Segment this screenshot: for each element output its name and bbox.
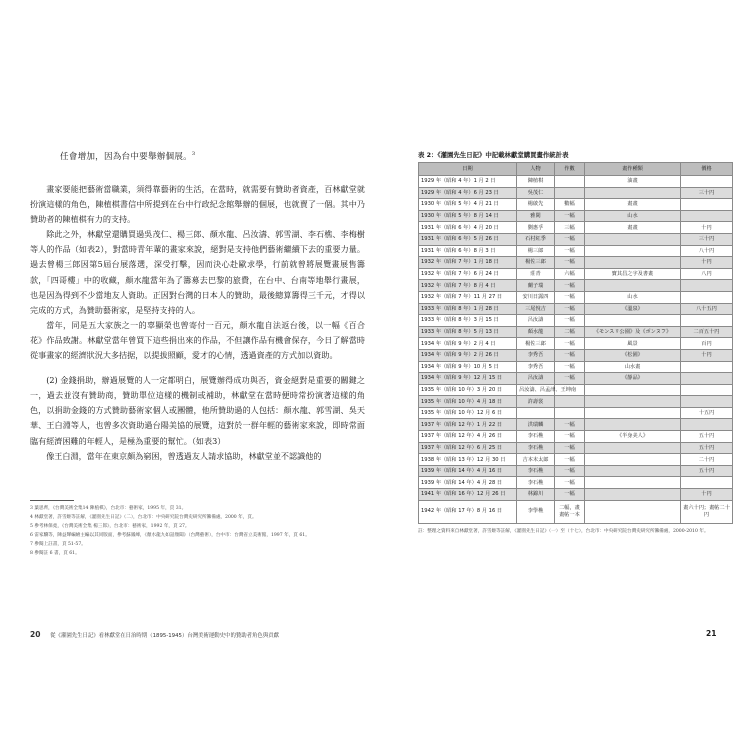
- table-row: [419, 245, 733, 257]
- cell-kind: 《溫泉》: [585, 303, 681, 315]
- cell-person: 三尾悅吉: [517, 303, 555, 315]
- cell-kind: [585, 500, 681, 523]
- cell-price: 八十五円: [681, 303, 733, 315]
- cell-price: 三十円: [681, 233, 733, 245]
- cell-kind: 山水: [585, 291, 681, 303]
- cell-price: [681, 373, 733, 385]
- table-row: [419, 442, 733, 454]
- footnotes: [30, 500, 365, 558]
- cell-person: 李秀吾: [517, 349, 555, 361]
- cell-person: 洪瑞麟: [517, 419, 555, 431]
- cell-kind: 風景: [585, 338, 681, 350]
- table-row: [419, 373, 733, 385]
- cell-count: 六幅: [555, 268, 585, 280]
- cell-price: 五十円: [681, 465, 733, 477]
- cell-person: 李石樵: [517, 477, 555, 489]
- cell-date: 1937 年（昭和 12 年）4 月 26 日: [419, 431, 517, 443]
- column-header: 人物: [517, 163, 555, 176]
- purchases-table: [418, 162, 733, 524]
- cell-kind: 《半身美人》: [585, 431, 681, 443]
- cell-person: 顏水龍: [517, 326, 555, 338]
- cell-date: 1932 年（昭和 7 年）1 月 18 日: [419, 257, 517, 269]
- table-row: [419, 338, 733, 350]
- cell-count: 一幅: [555, 442, 585, 454]
- table-note: 註：整理之資料來自林獻堂著，許雪姬等註解，《灌園先生日記》（一）至（十七），台北市：中央研究院台灣史研究所籌備處，2000-2010 年。: [418, 528, 709, 534]
- cell-kind: 《モンスリ公園》及《ポンヌフ》: [585, 326, 681, 338]
- cell-kind: [585, 396, 681, 408]
- cell-kind: [585, 442, 681, 454]
- cell-date: 1931 年（昭和 6 年）4 月 20 日: [419, 222, 517, 234]
- cell-price: [681, 396, 733, 408]
- quote-text: 任會增加，因為台中要舉辦個展。: [60, 152, 192, 162]
- cell-kind: 山水: [585, 210, 681, 222]
- table-row: [419, 315, 733, 327]
- cell-price: 畫六十円；畫帖二十円: [681, 500, 733, 523]
- footnote: 6 雷家驥等，陳益聲編繪主編以其同版面，參考蘇鳳峰，《顏水龍九如話顏聞》（台灣藝術），台中市：台灣省立美術館，1997 年，頁 61。: [30, 533, 310, 538]
- right-page: [418, 150, 732, 535]
- cell-count: 一幅: [555, 245, 585, 257]
- cell-kind: 畫畫: [585, 199, 681, 211]
- cell-kind: [585, 477, 681, 489]
- table-row: [419, 454, 733, 466]
- cell-kind: [585, 384, 681, 396]
- cell-price: 十五円: [681, 407, 733, 419]
- cell-price: 十円: [681, 349, 733, 361]
- table-row: [419, 257, 733, 269]
- cell-date: 1938 年（昭和 13 年）12 月 30 日: [419, 454, 517, 466]
- table-row: [419, 384, 733, 396]
- cell-date: 1931 年（昭和 6 年）5 月 26 日: [419, 233, 517, 245]
- cell-price: [681, 210, 733, 222]
- table-row: [419, 222, 733, 234]
- body-paragraph: 除此之外，林獻堂還購買過吳茂仁、楊三郎、顏水龍、呂汝濤、郭雪湖、李石樵、李梅樹等人的作品（如表2），對當時青年輩的畫家來說，絕對是支持他們藝術繼續下去的重要力量。過去曾楊三郎因第5屆台展落選，深受打擊，因而決心赴歐求學，行前就曾將展覽畫展售籌款，「四哥樓」中的收藏，顏水龍當年為了籌募去巴黎的旅費，在台中、台南等地舉行畫展，也是因為得到不少當地友人資助。正因對台灣的日本人的贊助，最後總算籌得三千元，才得以完成的方式，為贊助藝術家，是堅持支持的人。: [30, 229, 365, 315]
- cell-date: 1942 年（昭和 17 年）8 月 16 日: [419, 500, 517, 523]
- cell-count: 一幅: [555, 489, 585, 501]
- cell-count: [555, 407, 585, 419]
- table-row: [419, 419, 733, 431]
- cell-kind: 畫畫: [585, 222, 681, 234]
- cell-date: 1935 年（昭和 10 年）3 月 20 日: [419, 384, 517, 396]
- cell-kind: [585, 465, 681, 477]
- cell-date: 1929 年（昭和 4 年）6 月 23 日: [419, 187, 517, 199]
- cell-person: 楊佐三郎: [517, 338, 555, 350]
- table-row: [419, 280, 733, 292]
- cell-count: 一幅: [555, 419, 585, 431]
- cell-count: 一幅: [555, 373, 585, 385]
- table-row: [419, 326, 733, 338]
- cell-date: 1933 年（昭和 8 年）5 月 13 日: [419, 326, 517, 338]
- cell-person: 李石樵: [517, 442, 555, 454]
- footnote: 3 葉思齊，《台灣美術全集14 陳植棋》，台北市：藝術家，1995 年，頁 31。: [30, 506, 187, 511]
- cell-count: [555, 187, 585, 199]
- cell-count: 二幅，畫畫帖一本: [555, 500, 585, 523]
- cell-person: 劉惠孚: [517, 222, 555, 234]
- cell-count: 一幅: [555, 233, 585, 245]
- cell-person: 林錦川: [517, 489, 555, 501]
- cell-person: 蘭子瑞: [517, 280, 555, 292]
- cell-kind: 《松園》: [585, 349, 681, 361]
- cell-date: 1932 年（昭和 7 年）6 月 24 日: [419, 268, 517, 280]
- table-row: [419, 303, 733, 315]
- column-header: 日期: [419, 163, 517, 176]
- cell-person: 安川日露四: [517, 291, 555, 303]
- table-row: [419, 396, 733, 408]
- cell-person: 楊啟先: [517, 199, 555, 211]
- cell-count: 一幅: [555, 280, 585, 292]
- cell-date: 1931 年（昭和 6 年）8 月 3 日: [419, 245, 517, 257]
- table-row: [419, 187, 733, 199]
- cell-price: [681, 477, 733, 489]
- cell-price: 十円: [681, 257, 733, 269]
- cell-person: 李石樵: [517, 465, 555, 477]
- cell-price: [681, 361, 733, 373]
- cell-kind: [585, 407, 681, 419]
- left-footer: [30, 630, 279, 639]
- cell-price: 五十円: [681, 431, 733, 443]
- cell-date: 1932 年（昭和 7 年）8 月 4 日: [419, 280, 517, 292]
- cell-kind: 油畫: [585, 176, 681, 188]
- table-header-row: [419, 163, 733, 176]
- cell-price: [681, 419, 733, 431]
- cell-person: 吳茂仁: [517, 187, 555, 199]
- column-header: 價格: [681, 163, 733, 176]
- body-paragraph: 畫家要能把藝術當職業，須得靠藝術的生活，在當時，就需要有贊助者資產，百林獻堂就扮演這樣的角色，陳植棋書信中所提到在台中行政紀念館舉辦的個展，也就賣了一個。其中乃贊助者的陳植棋有力的支持。: [30, 184, 365, 225]
- cell-date: 1939 年（昭和 14 年）4 月 28 日: [419, 477, 517, 489]
- cell-count: 一幅: [555, 349, 585, 361]
- cell-price: [681, 199, 733, 211]
- table-row: [419, 407, 733, 419]
- cell-person: 呂汝濤: [517, 315, 555, 327]
- page-number: 21: [706, 629, 717, 638]
- cell-date: 1934 年（昭和 9 年）10 月 5 日: [419, 361, 517, 373]
- cell-count: 二幅: [555, 326, 585, 338]
- block-quote: [60, 150, 365, 162]
- cell-price: 五十円: [681, 442, 733, 454]
- cell-price: 二十円: [681, 454, 733, 466]
- footnote: 4 林獻堂著，許雪姬等註解，《灌園先生日記》（二），台北市：中央研究院台灣史研究所籌備處，2000 年，頁。: [30, 515, 257, 520]
- table-row: [419, 199, 733, 211]
- cell-date: 1932 年（昭和 7 年）11 月 27 日: [419, 291, 517, 303]
- cell-price: [681, 384, 733, 396]
- cell-price: 八円: [681, 268, 733, 280]
- cell-kind: [585, 489, 681, 501]
- table-row: [419, 465, 733, 477]
- cell-person: 李石樵: [517, 431, 555, 443]
- left-page: [30, 150, 365, 464]
- cell-count: 一幅: [555, 477, 585, 489]
- cell-count: 一幅: [555, 454, 585, 466]
- table-row: [419, 268, 733, 280]
- table-row: [419, 210, 733, 222]
- cell-date: 1937 年（昭和 12 年）1 月 22 日: [419, 419, 517, 431]
- running-header: 從《灌園先生日記》看林獻堂在日治時期（1895-1945）台灣美術運動史中的贊助者角色與貢獻: [50, 633, 279, 639]
- cell-person: 雅閑: [517, 210, 555, 222]
- cell-date: 1941 年（昭和 16 年）12 月 26 日: [419, 489, 517, 501]
- cell-count: 一幅: [555, 257, 585, 269]
- cell-date: 1934 年（昭和 9 年）12 月 15 日: [419, 373, 517, 385]
- cell-kind: 《靜品》: [585, 373, 681, 385]
- cell-kind: 山水畫: [585, 361, 681, 373]
- body-paragraph: 像王白淵，當年在東京頗為窮困，曾透過友人請求協助，林獻堂並不認識他的: [46, 450, 322, 461]
- cell-price: [681, 291, 733, 303]
- page-number: 20: [30, 630, 41, 639]
- cell-person: 楊佐三郎: [517, 257, 555, 269]
- cell-person: 楊三郎: [517, 245, 555, 257]
- cell-count: 一幅: [555, 465, 585, 477]
- cell-person: 吉本末太郎: [517, 454, 555, 466]
- cell-kind: [585, 280, 681, 292]
- footnote: 7 參閱上註書，頁 51-57。: [30, 542, 86, 547]
- cell-count: 一幅: [555, 291, 585, 303]
- cell-count: 一幅: [555, 303, 585, 315]
- cell-person: 石村紅季: [517, 233, 555, 245]
- column-header: 畫作種類: [585, 163, 681, 176]
- cell-kind: [585, 245, 681, 257]
- cell-price: 二百五十円: [681, 326, 733, 338]
- footnote: 5 參考林保堯，《台灣美術全集 楊三郎》，台北市：藝術家，1992 年，頁 27。: [30, 524, 190, 529]
- cell-kind: [585, 454, 681, 466]
- cell-date: 1939 年（昭和 14 年）4 月 16 日: [419, 465, 517, 477]
- cell-date: 1935 年（昭和 10 年）4 月 18 日: [419, 396, 517, 408]
- table-row: [419, 291, 733, 303]
- table-title: 表 2：《灌園先生日記》中記載林獻堂購買畫作統計表: [418, 151, 569, 159]
- column-header: 作數: [555, 163, 585, 176]
- cell-price: [681, 315, 733, 327]
- table-row: [419, 477, 733, 489]
- cell-date: 1930 年（昭和 5 年）8 月 14 日: [419, 210, 517, 222]
- table-row: [419, 176, 733, 188]
- table-row: [419, 500, 733, 523]
- cell-count: 一幅: [555, 338, 585, 350]
- table-row: [419, 233, 733, 245]
- footnote-divider: [30, 500, 74, 501]
- cell-date: 1935 年（昭和 10 年）12 月 6 日: [419, 407, 517, 419]
- table-row: [419, 431, 733, 443]
- cell-date: 1933 年（昭和 8 年）1 月 28 日: [419, 303, 517, 315]
- cell-count: 一幅: [555, 210, 585, 222]
- cell-kind: [585, 233, 681, 245]
- cell-price: 八十円: [681, 245, 733, 257]
- cell-kind: [585, 187, 681, 199]
- cell-count: [555, 176, 585, 188]
- cell-price: 百円: [681, 338, 733, 350]
- cell-person: [517, 407, 555, 419]
- cell-person: 李學樵: [517, 500, 555, 523]
- cell-person: 許壽裳: [517, 396, 555, 408]
- cell-kind: 寶其昌之字及書畫: [585, 268, 681, 280]
- cell-price: [681, 176, 733, 188]
- cell-count: [555, 396, 585, 408]
- cell-price: 十円: [681, 489, 733, 501]
- cell-price: 十円: [681, 222, 733, 234]
- cell-kind: [585, 419, 681, 431]
- cell-date: 1934 年（昭和 9 年）2 月 26 日: [419, 349, 517, 361]
- footnote: 8 參閱註 6 書，頁 61。: [30, 551, 80, 556]
- cell-person: 莊青: [517, 268, 555, 280]
- cell-count: 一幅: [555, 315, 585, 327]
- body-paragraph: 當年，同是五大家族之一的辜顯榮也曾寄付一百元，顏水龍自法返台後，以一幅《百合花》作品致謝。林獻堂當年曾買下這些捐出來的作品，不但讓作品有機會保存，今日了解當時從事畫家的經濟狀況大多拮据，以提拔照顧，愛才的心情，透過資產的方式加以資助。: [30, 319, 365, 361]
- footnote-ref: 3: [191, 151, 196, 158]
- cell-person: 呂汝濤、呂孟津、王坤南: [517, 384, 555, 396]
- cell-count: 一幅: [555, 361, 585, 373]
- cell-kind: [585, 257, 681, 269]
- cell-date: 1937 年（昭和 12 年）6 月 25 日: [419, 442, 517, 454]
- cell-date: 1930 年（昭和 5 年）4 月 21 日: [419, 199, 517, 211]
- cell-price: 三十円: [681, 187, 733, 199]
- cell-date: 1934 年（昭和 9 年）2 月 4 日: [419, 338, 517, 350]
- cell-count: 一幅: [555, 431, 585, 443]
- cell-count: 三幅: [555, 222, 585, 234]
- cell-kind: [585, 315, 681, 327]
- table-row: [419, 361, 733, 373]
- cell-price: [681, 280, 733, 292]
- cell-person: 李秀吾: [517, 361, 555, 373]
- cell-person: 呂汝濤: [517, 373, 555, 385]
- body-paragraph-gold: (2) 金錢捐助，辦過展覽的人一定都明白，展覽辦得成功與否，資金絕對是重要的關鍵之一，過去並沒有贊助商，贊助單位這樣的機制或補助，林獻堂在當時便時常扮演著這樣的角色，以捐助金錢的方式贊助藝術家個人或團體，他所贊助過的人包括：顏水龍、郭雪湖、吳天華、王白淵等人，也曾多次資助過台陽美協的展覽，這對於一群年輕的藝術家來說，即時常面臨有經濟困難的年輕人，是極為重要的幫忙。（如表3）: [30, 375, 365, 446]
- table-row: [419, 349, 733, 361]
- cell-date: 1933 年（昭和 8 年）3 月 15 日: [419, 315, 517, 327]
- table-row: [419, 489, 733, 501]
- cell-date: 1929 年（昭和 4 年）1 月 2 日: [419, 176, 517, 188]
- cell-person: 陳植棋: [517, 176, 555, 188]
- cell-count: 數幅: [555, 199, 585, 211]
